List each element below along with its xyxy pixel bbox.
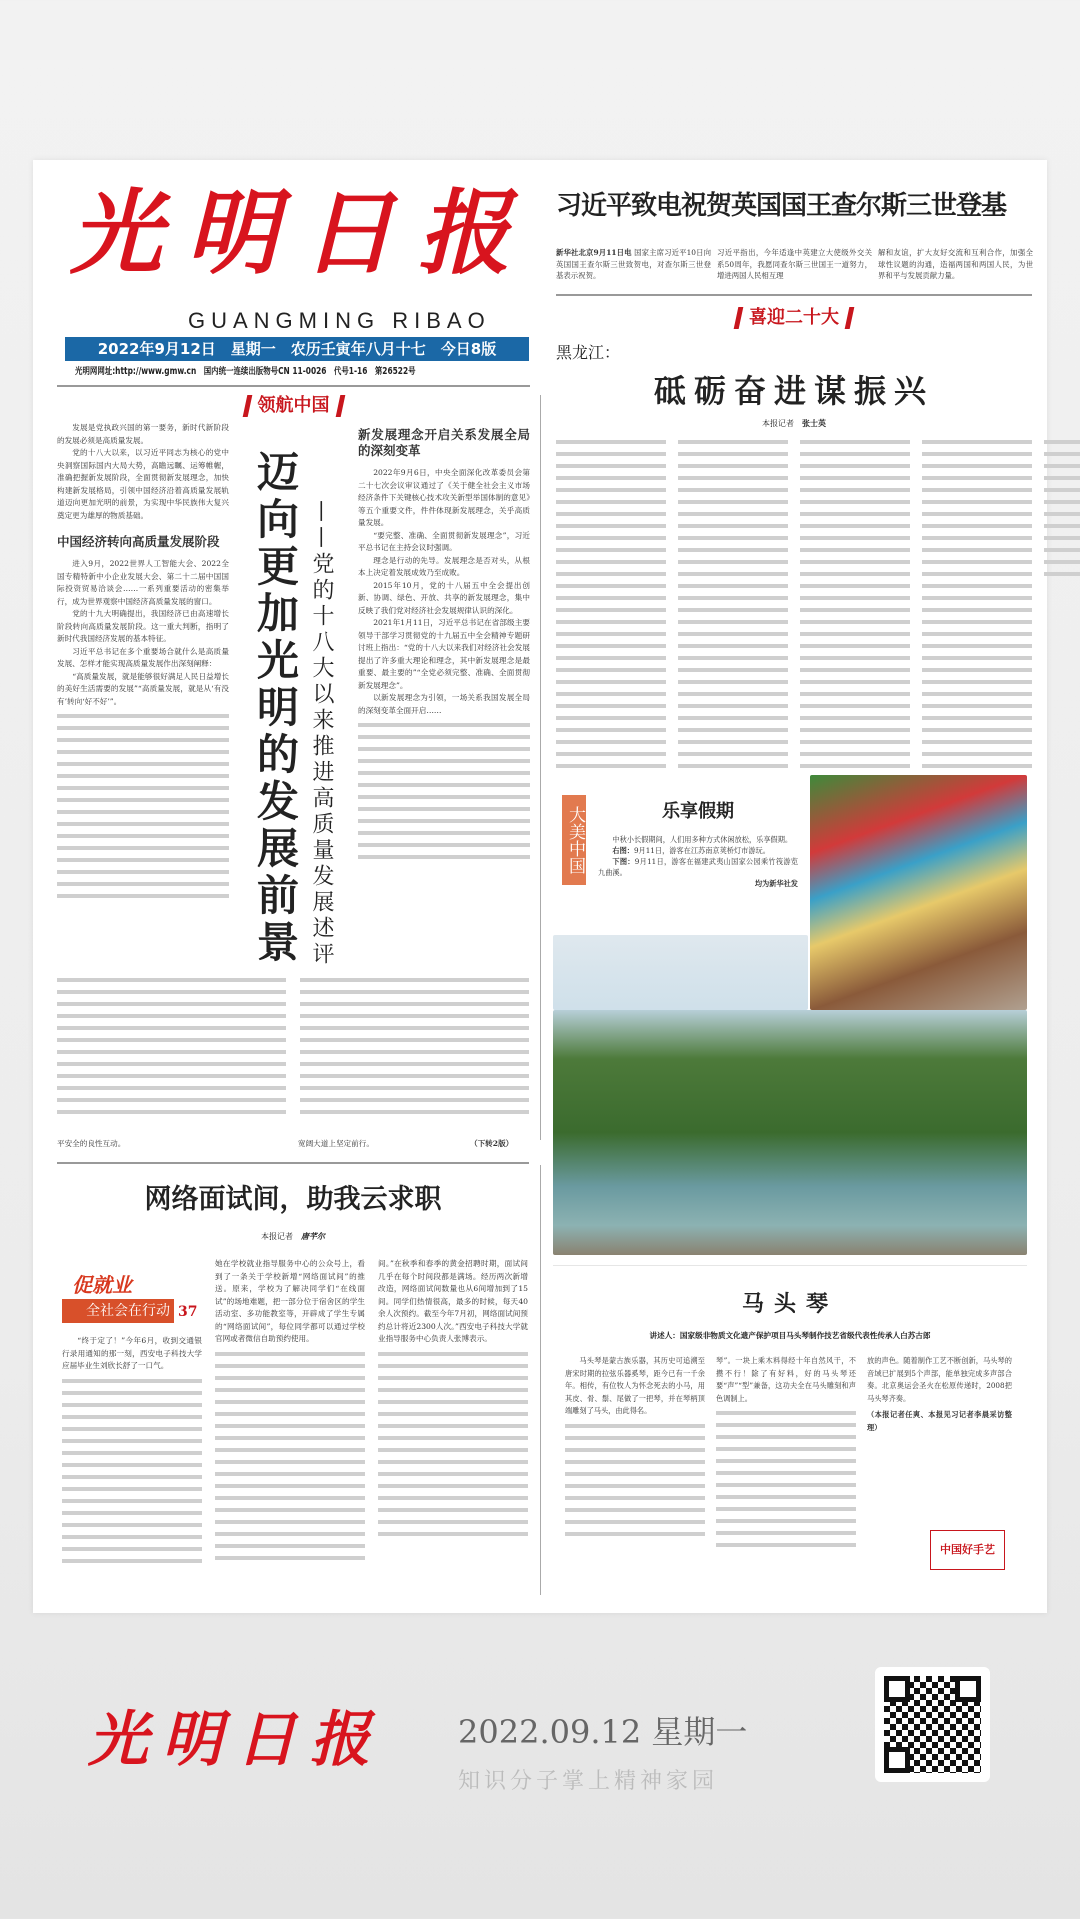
subheading: 新发展理念开启关系发展全局的深刻变革 xyxy=(358,427,530,458)
byline xyxy=(57,1230,529,1243)
paragraph: 发展是党执政兴国的第一要务，新时代新阶段的发展必须是高质量发展。 xyxy=(57,423,229,445)
paragraph: 进入9月，2022世界人工智能大会、2022全国专精特新中小企业发展大会、第二十二届中国国际投资贸易洽谈会……一系列重要活动的密集举行，成为世界观察中国经济高质量发展的窗口。 xyxy=(57,559,229,606)
caption: 9月11日，游客在江苏南京荚桥灯市游玩。 xyxy=(633,846,770,855)
badge-line1: 促就业 xyxy=(72,1273,132,1297)
paragraph: “高质量发展，就是能够很好满足人民日益增长的美好生活需要的发展”“高质量发展，就是从‘有没有’转向‘好不好’”。 xyxy=(57,671,229,706)
paragraph: 间。”在秋季和春季的黄金招聘时期，面试间几乎在每个时间段都是满场。经历两次新增改造，网络面试间数量也从6间增加到了15间。同学们热情很高，最多的时候，每天40余人次预约。截至今年7月初，网络面试间预约总计将近2300人次。”西安电子科技大学就业指导服务中心负责人张博表示。 xyxy=(378,1259,528,1343)
footer-date: 2022.09.12 星期一 xyxy=(458,1713,748,1751)
lantern-market-photo xyxy=(810,775,1027,1010)
good-craft-stamp: 中国好手艺 xyxy=(930,1530,1005,1570)
paragraph-end: 宽阔大道上坚定前行。 xyxy=(298,1139,374,1148)
wuyishan-rafting-photo xyxy=(553,1010,1027,1255)
paragraph: 2022年9月6日，中央全面深化改革委员会第二十七次会议审议通过了《关于健全社会主义市场经济条件下关键核心技术攻关新型举国体制的意见》等五个重要文件，件件体现新发展理念，关乎高质量发展。 xyxy=(358,468,530,527)
section-tag: 喜迎二十大 xyxy=(556,306,1032,330)
paragraph: 琴”。一块上乘木料得经十年自然风干，不攒不行！除了有好料，好的马头琴还要“声”“型”兼备，这功夫全在马头雕刻和声色调制上。 xyxy=(716,1356,856,1403)
matouqin-title: 马头琴 xyxy=(741,1291,838,1317)
caption-label: 下图： xyxy=(612,857,635,866)
divider xyxy=(540,395,541,1140)
qr-code-icon[interactable] xyxy=(875,1667,990,1782)
heilongjiang-body xyxy=(556,440,1032,770)
matouqin-col1 xyxy=(565,1355,705,1590)
narrator: 讲述人：国家级非物质文化遗产保护项目马头琴制作技艺省级代表性传承人白苏古郎 xyxy=(649,1331,931,1340)
interview-col1 xyxy=(62,1335,202,1590)
left-body-lower xyxy=(57,978,529,1128)
masthead-pinyin: GUANGMING RIBAO xyxy=(188,308,491,333)
divider xyxy=(556,294,1032,296)
left-subtitle: ——党的十八大以来推进高质量发展述评 xyxy=(309,500,334,968)
paragraph-end: 平安全的良性互动。 xyxy=(57,1139,126,1148)
badge-line2: 全社会在行动 xyxy=(62,1299,174,1323)
paragraph: 她在学校就业指导服务中心的公众号上，看到了一条关于学校新增“网络面试间”的推送。原来，学校为了解决同学们“在线面试”的场地难题，把一部分位于宿舍区的学生活动室、多功能教室等，开辟成了学生专属的“网络面试间”，每位同学都可以通过学校官网或者微信自助预约使用。 xyxy=(215,1259,365,1343)
lead-col3: 解和友谊，扩大友好交流和互利合作，加强全球性议题的沟通，造福两国和两国人民，为世界和平与发展贡献力量。 xyxy=(878,248,1033,280)
paragraph: 2021年1月11日，习近平总书记在省部级主要领导干部学习贯彻党的十九届五中全会精神专题研讨班上指出：“党的十八大以来我们对经济社会发展提出了许多重大理论和理念，其中新发展理念是最重要、最主要的”“全党必须完整、准确、全面贯彻新发展理念”。 xyxy=(358,618,530,690)
paragraph: 以新发展理念为引领，一场关系我国发展全局的深刻变革全面开启…… xyxy=(358,693,530,715)
qr-finder xyxy=(884,1676,910,1702)
lead-col1 xyxy=(556,247,711,282)
paragraph: 马头琴是蒙古族乐器，其历史可追溯至唐宋时期的拉弦乐器奚琴，距今已有一千余年。相传，有位牧人为怀念死去的小马，用其皮、骨、鬃、尾做了一把琴，并在琴柄顶端雕刻了马头，由此得名。 xyxy=(565,1356,705,1415)
interview-col3 xyxy=(378,1258,528,1593)
lead-dateline: 新华社北京9月11日电 xyxy=(556,248,632,257)
lead-text: 国家主席习近平10日向英国国王查尔斯三世致贺电，对查尔斯三世登基表示祝贺。 xyxy=(556,248,712,280)
byline-label: 本报记者 xyxy=(762,419,794,428)
divider xyxy=(57,385,530,387)
qr-pattern xyxy=(884,1676,981,1773)
date-bar: 2022年9月12日 星期一 农历壬寅年八月十七 今日8版 xyxy=(65,337,529,361)
matouqin-col3 xyxy=(867,1355,1012,1434)
footer-logo: 光明日报 xyxy=(88,1705,384,1775)
right-col xyxy=(358,425,530,967)
matouqin-col2 xyxy=(716,1355,856,1590)
masthead-logo: 光明日报 xyxy=(70,179,535,287)
paragraph: 理念是行动的先导。发展理念是否对头，从根本上决定着发展成效乃至成败。 xyxy=(358,555,530,577)
photo-story-title: 乐享假期 xyxy=(662,801,734,822)
wuyishan-rafting-photo-top xyxy=(553,935,808,1010)
employment-badge xyxy=(62,1265,202,1325)
qr-finder xyxy=(955,1676,981,1702)
section-tag: 领航中国 xyxy=(57,394,530,418)
paragraph: 2015年10月，党的十八届五中全会提出创新、协调、绿色、开放、共享的新发展理念，集中反映了我们党对经济社会发展规律认识的深化。 xyxy=(358,580,530,615)
left-col xyxy=(57,422,229,967)
column-tag: 大美中国 xyxy=(562,795,586,885)
photo-story-text xyxy=(598,834,798,889)
badge-number: 37 xyxy=(178,1304,198,1320)
lead-headline: 习近平致电祝贺英国国王查尔斯三世登基 xyxy=(556,191,1007,221)
subheading: 中国经济转向高质量发展阶段 xyxy=(57,534,220,549)
paragraph: “要完整、准确、全面贯彻新发展理念”，习近平总书记在主持会议时强调。 xyxy=(358,530,530,552)
paragraph: 党的十九大明确提出，我国经济已由高速增长阶段转向高质量发展阶段。这一重大判断，指明了新时代我国经济发展的基本特征。 xyxy=(57,609,229,643)
caption-label: 右图： xyxy=(612,846,634,855)
continued-note: （下转2版） xyxy=(470,1139,514,1148)
paragraph: 党的十八大以来，以习近平同志为核心的党中央洞察国际国内大局大势，高瞻远瞩、运筹帷幄，准确把握新发展阶段，全面贯彻新发展理念，加快构建新发展格局，引领中国经济沿着高质量发展轨道迈向更加光明的前景，为实现中华民族伟大复兴奠定更为雄厚的物质基础。 xyxy=(57,448,229,520)
left-headline: 迈向更加光明的发展前景 xyxy=(251,450,300,967)
interview-col2 xyxy=(215,1258,365,1593)
divider xyxy=(57,1162,529,1164)
caption: 9月11日，游客在福建武夷山国家公园乘竹筏游览九曲溪。 xyxy=(598,857,798,877)
divider xyxy=(540,1165,541,1595)
lead-col2: 习近平指出，今年适逢中英建立大使级外交关系50周年，我愿同查尔斯三世国王一道努力，增进两国人民相互理 xyxy=(717,248,872,280)
paragraph: “终于定了！”今年6月，收到交通银行录用通知的那一刻，西安电子科技大学应届毕业生刘欣长舒了一口气。 xyxy=(62,1336,202,1370)
paragraph: 放的声色。随着制作工艺不断创新，马头琴的音域已扩展到5个声部，能单独完成多声部合奏。北京奥运会圣火在松原传递时，2008把马头琴齐奏。 xyxy=(867,1356,1012,1403)
byline-name: 张士英 xyxy=(802,418,826,428)
heilongjiang-headline: 砥砺奋进谋振兴 xyxy=(653,372,934,410)
reporter-credit: （本报记者任爽、本报见习记者李晨采访整理） xyxy=(867,1410,1012,1432)
interview-headline: 网络面试间，助我云求职 xyxy=(144,1184,442,1215)
footer-slogan: 知识分子掌上精神家园 xyxy=(458,1769,719,1794)
publication-info: 光明网网址:http://www.gmw.cn 国内统一连续出版物号CN 11-0026 代号1-16 第26522号 xyxy=(75,366,416,377)
paragraph: 中秋小长假期间，人们用多种方式休闲放松，乐享假期。 xyxy=(612,835,793,844)
byline xyxy=(556,417,1032,430)
paragraph: 习近平总书记在多个重要场合就什么是高质量发展、怎样才能实现高质量发展作出深刻阐释： xyxy=(57,646,229,668)
kicker: 黑龙江： xyxy=(556,343,621,362)
byline-name: 唐芊尔 xyxy=(301,1231,325,1241)
photo-credit: 均为新华社发 xyxy=(754,879,798,888)
qr-finder xyxy=(884,1747,910,1773)
byline-label: 本报记者 xyxy=(261,1232,293,1241)
